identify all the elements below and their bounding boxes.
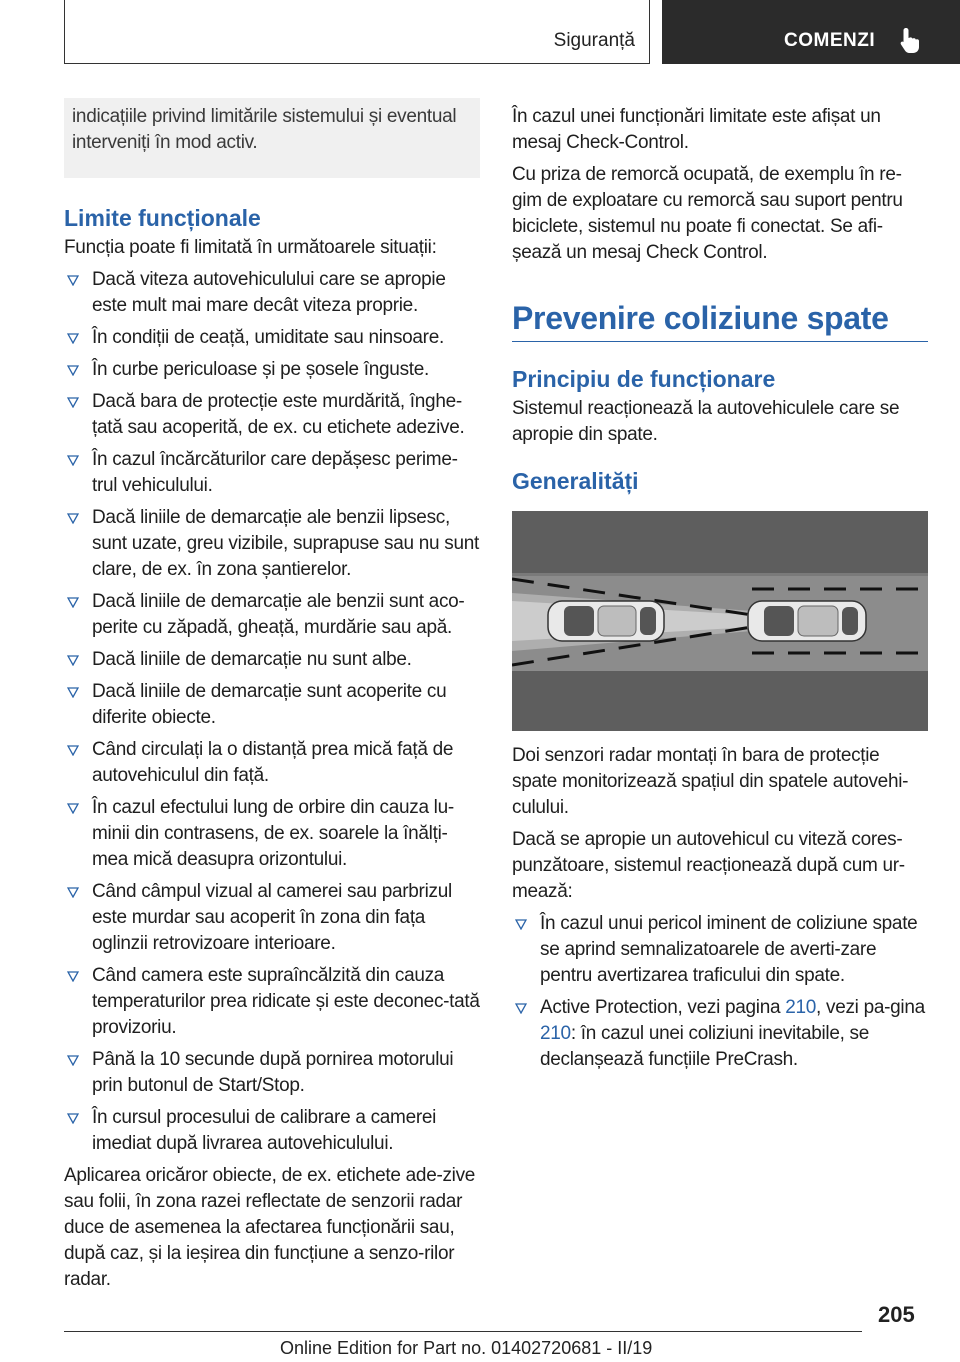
paragraph: Cu priza de remorcă ocupată, de exemplu în re-gim de exploatare cu remorcă sau suport pentru biciclete, sistemul nu poate fi conectat. Se afi-șează un mesaj Check Control. — [512, 164, 903, 263]
list-item: Dacă liniile de demarcație ale benzii lipsesc, sunt uzate, greu vizibile, suprapuse sau nu sunt clare, de ex. în zona șantierelor. — [64, 505, 480, 583]
bullet-triangle-icon — [67, 365, 79, 376]
limits-intro: Funcția poate fi limitată în următoarele situații: — [64, 237, 437, 258]
section-title: Siguranță — [553, 30, 635, 51]
list-item: Până la 10 secunde după pornirea motorului prin butonul de Start/Stop. — [64, 1047, 480, 1099]
list-item: Dacă viteza autovehiculului care se apropie este mult mai mare decât viteza proprie. — [64, 267, 480, 319]
list-item: În curbe periculoase și pe șosele înguste. — [64, 357, 480, 383]
bullet-triangle-icon — [67, 513, 79, 524]
header-chapter-tab[interactable] — [662, 0, 960, 64]
bullet-triangle-icon — [67, 1113, 79, 1124]
car-rear-icon — [548, 601, 664, 641]
list-item: În cursul procesului de calibrare a camerei imediat după livrarea autovehiculului. — [64, 1105, 480, 1157]
rear-radar-illustration — [512, 511, 928, 731]
bullet-triangle-icon — [67, 803, 79, 814]
general-text-2: Dacă se apropie un autovehicul cu viteză cores-punzătoare, sistemul reacționează după cum ur-mează: — [512, 829, 905, 902]
bullet-triangle-icon — [67, 745, 79, 756]
list-item: Dacă liniile de demarcație sunt acoperite cu diferite obiecte. — [64, 679, 480, 731]
general-text-1: Doi senzori radar montați în bara de protecție spate monitorizează spațiul din spatele autovehi-culului. — [512, 745, 909, 818]
list-item: Când camera este supraîncălzită din cauza temperaturilor prea ridicate și este deconec-tată provizoriu. — [64, 963, 480, 1041]
principle-text: Sistemul reacționează la autovehiculele care se apropie din spate. — [512, 398, 900, 445]
heading-rule — [512, 341, 928, 342]
hand-pointer-icon — [898, 26, 924, 54]
bullet-triangle-icon — [67, 1055, 79, 1066]
page-link-210[interactable]: 210 — [540, 1023, 571, 1044]
bullet-triangle-icon — [67, 397, 79, 408]
list-item: În cazul efectului lung de orbire din cauza lu-minii din contrasens, de ex. soarele la înălți-mea mică deasupra orizontului. — [64, 795, 480, 873]
bullet-triangle-icon — [515, 1003, 527, 1014]
header-section-box — [64, 0, 650, 64]
bullet-triangle-icon — [67, 971, 79, 982]
general-heading: Generalități — [512, 468, 639, 494]
bullet-triangle-icon — [67, 333, 79, 344]
list-item: În cazul unui pericol iminent de coliziune spate se aprind semnalizatoarele de averti-zare pentru avertizarea traficului din spate. — [512, 911, 928, 989]
car-ego-icon — [748, 601, 866, 641]
rear-radar-figure — [512, 511, 928, 731]
list-item: Dacă liniile de demarcație nu sunt albe. — [64, 647, 480, 673]
main-heading: Prevenire coliziune spate — [512, 300, 889, 336]
note-box — [64, 98, 480, 178]
list-item: În condiții de ceață, umiditate sau ninsoare. — [64, 325, 480, 351]
reaction-list — [512, 911, 928, 1073]
bullet-triangle-icon — [515, 919, 527, 930]
footer-rule — [64, 1331, 862, 1332]
list-item: Când circulați la o distanță prea mică față de autovehiculul din față. — [64, 737, 480, 789]
list-item: Active Protection, vezi pagina 210, vezi pa-gina 210: în cazul unei coliziuni inevitabile, se declanșează funcțiile PreCrash. — [512, 995, 928, 1073]
bullet-triangle-icon — [67, 597, 79, 608]
right-column — [512, 98, 928, 1073]
list-item: Dacă bara de protecție este murdărită, înghe-țată sau acoperită, de ex. cu etichete adezive. — [64, 389, 480, 441]
limits-heading: Limite funcționale — [64, 205, 261, 231]
page-link-210[interactable]: 210 — [785, 997, 817, 1018]
page-number: 205 — [878, 1302, 915, 1327]
list-item: Dacă liniile de demarcație ale benzii sunt aco-perite cu zăpadă, gheață, murdărie sau apă. — [64, 589, 480, 641]
list-item: În cazul încărcăturilor care depășesc perime-trul vehiculului. — [64, 447, 480, 499]
chapter-title: COMENZI — [784, 30, 876, 51]
bullet-triangle-icon — [67, 455, 79, 466]
limits-list — [64, 267, 480, 1157]
list-item: Când câmpul vizual al camerei sau parbrizul este murdar sau acoperit în zona din fața oglinzii retrovizoare interioare. — [64, 879, 480, 957]
bullet-triangle-icon — [67, 655, 79, 666]
bullet-triangle-icon — [67, 887, 79, 898]
closing-paragraph: Aplicarea oricăror obiecte, de ex. etichete ade-zive sau folii, în zona razei reflectate de senzorii radar duce de asemenea la afectarea funcționării sau, după caz, și la ieșirea din funcțiune a senzo-rilor radar. — [64, 1165, 476, 1290]
paragraph: În cazul unei funcționări limitate este afișat un mesaj Check-Control. — [512, 106, 881, 153]
footer-edition: Online Edition for Part no. 01402720681 - II/19 — [280, 1338, 653, 1358]
bullet-triangle-icon — [67, 275, 79, 286]
bullet-triangle-icon — [67, 687, 79, 698]
note-text: indicațiile privind limitările sistemului și eventual interveniți în mod activ. — [72, 106, 457, 153]
left-column — [64, 98, 480, 1293]
principle-heading: Principiu de funcționare — [512, 366, 776, 392]
